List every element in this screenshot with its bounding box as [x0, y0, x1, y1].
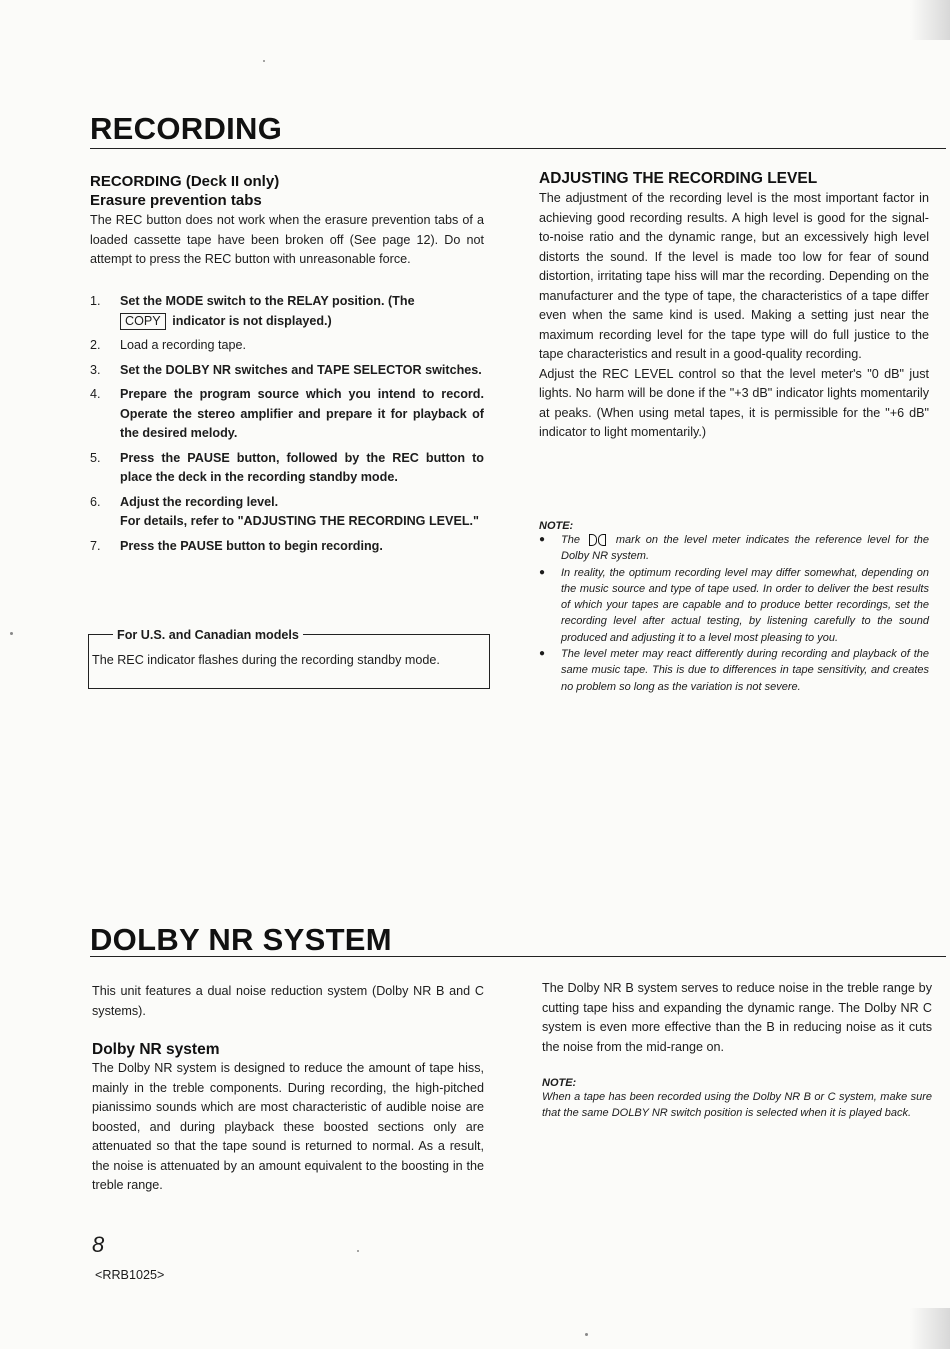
dolby-note-text: When a tape has been recorded using the Dolby NR B or C system, make sure that the same DOLBY NR switch position is selected when it is played back. [542, 1091, 932, 1120]
step-number: 2. [90, 338, 101, 352]
us-box-text: The REC indicator flashes during the recording standby mode. [92, 653, 440, 667]
recording-level-paragraph-2: Adjust the REC LEVEL control so that the level meter's "0 dB" just lights. No harm will be done if the "+3 dB" indicator lights momentarily at peaks. (When using metal tapes, it is permissible for the "+6 dB" indicator to light momentarily.) [539, 366, 929, 439]
recording-title-rule [90, 148, 946, 149]
us-box-label-wrap [113, 626, 303, 644]
dolby-section-title: DOLBY NR SYSTEM [90, 922, 392, 957]
step-number: 6. [90, 494, 101, 509]
note-text [561, 532, 929, 565]
step-number: 7. [90, 538, 101, 553]
step-text [120, 493, 484, 532]
recording-level-block [539, 169, 929, 443]
copy-indicator-box: COPY [120, 313, 166, 330]
scan-speck [263, 60, 265, 62]
step-text-part: For details, refer to "ADJUSTING THE RECORDING LEVEL." [120, 514, 480, 528]
scan-speck [585, 1333, 588, 1336]
step-text: Set the DOLBY NR switches and TAPE SELECTOR switches. [120, 362, 482, 377]
bullet-icon: ● [539, 534, 546, 545]
step-text-part: indicator is not displayed.) [172, 313, 332, 328]
recording-note-title: NOTE: [539, 520, 574, 532]
note-text: In reality, the optimum recording level may differ somewhat, depending on the music source and type of tape used. In order to deliver the best results of which your tapes are capable and to produce better recordings, set the recording level after actual testing, by listening carefully to the sound produced and adjusting it to a level most pleasing to you. [561, 566, 929, 644]
step-text: Press the PAUSE button to begin recording. [120, 538, 383, 553]
recording-steps-list [90, 292, 484, 561]
dolby-nr-heading: Dolby NR system [92, 1041, 220, 1058]
recording-step [90, 292, 484, 331]
dolby-note-title: NOTE: [542, 1077, 577, 1089]
recording-note-list [539, 532, 929, 695]
step-text-part: Adjust the recording level. [120, 494, 279, 509]
dolby-intro-paragraph: This unit features a dual noise reduction system (Dolby NR B and C systems). [92, 984, 484, 1018]
recording-section-title: RECORDING [90, 111, 283, 146]
step-number: 4. [90, 387, 101, 401]
scan-edge-shadow [910, 0, 950, 40]
note-item [539, 646, 929, 695]
dolby-nr-paragraph: The Dolby NR system is designed to reduce the amount of tape hiss, mainly in the treble components. During recording, the high-pitched pianissimo sounds which are most characteristic of audible noise are boosted, and during playback these boosted sections only are attenuated so that the tape sound is returned to normal. As a result, the noise is attenuated by an amount equivalent to the boosting in the treble range. [92, 1061, 484, 1192]
recording-level-paragraph-1: The adjustment of the recording level is the most important factor in achieving good recording results. A high level is good for the signal-to-noise ratio and the dynamic range, but an excessively high level distorts the sound. If the level is made too low for fear of sound distortion, irritating tape hiss will mar the recording. Depending on the manufacturer and the type of tape, the characteristics of a tape differ even when the same kind is used. Making a setting just near the maximum recording level for the tape type will do full justice to the tape characteristics and result in a good-quality recording. [539, 191, 929, 361]
recording-step [90, 361, 484, 381]
step-text [120, 292, 484, 331]
step-text: Load a recording tape. [120, 338, 247, 352]
step-text: Prepare the program source which you intend to record. Operate the stereo amplifier and prepare it for playback of the desired melody. [120, 387, 484, 440]
step-number: 1. [90, 294, 101, 308]
recording-deck-ii-block [90, 172, 484, 270]
dolby-right-block [542, 979, 932, 1122]
page-number: 8 [92, 1232, 105, 1257]
recording-note-block [539, 520, 929, 695]
dolby-double-d-icon [589, 534, 606, 546]
dolby-left-block [92, 982, 484, 1196]
recording-level-heading: ADJUSTING THE RECORDING LEVEL [539, 170, 818, 187]
step-number: 5. [90, 450, 101, 465]
erasure-tabs-paragraph: The REC button does not work when the erasure prevention tabs of a loaded cassette tape have been broken off (See page 12). Do not attempt to press the REC button with unreasonable force. [90, 213, 484, 266]
step-text-part: Set the MODE switch to the RELAY position. (The [120, 294, 415, 308]
scan-speck [10, 632, 13, 635]
recording-step [90, 385, 484, 444]
recording-step [90, 493, 484, 532]
note-text-part: The [561, 534, 580, 546]
erasure-tabs-subheading: Erasure prevention tabs [90, 192, 262, 209]
scan-speck [357, 1250, 359, 1252]
note-text-part: mark on the level meter indicates the reference level for the Dolby NR system. [561, 534, 929, 563]
step-text: Press the PAUSE button, followed by the REC button to place the deck in the recording standby mode. [120, 450, 484, 484]
bullet-icon: ● [539, 648, 546, 660]
step-number: 3. [90, 362, 101, 377]
recording-deck-heading: RECORDING (Deck II only) [90, 173, 280, 190]
document-code: <RRB1025> [95, 1268, 165, 1282]
dolby-bc-paragraph: The Dolby NR B system serves to reduce noise in the treble range by cutting tape hiss and expanding the dynamic range. The Dolby NR C system is even more effective than the B in reducing noise as it cuts the noise from the mid-range on. [542, 981, 932, 1054]
dolby-title-rule [90, 956, 946, 957]
recording-step [90, 336, 484, 356]
recording-step [90, 449, 484, 488]
us-box-label: For U.S. and Canadian models [113, 628, 303, 642]
recording-step [90, 537, 484, 557]
note-item [539, 532, 929, 565]
note-text: The level meter may react differently during recording and playback of the same music tape. This is due to differences in tape sensitivity, and creates no problem so long as the variation is not severe. [561, 648, 929, 693]
bullet-icon: ● [539, 566, 546, 578]
scan-edge-shadow [910, 1308, 950, 1349]
note-item [539, 565, 929, 646]
